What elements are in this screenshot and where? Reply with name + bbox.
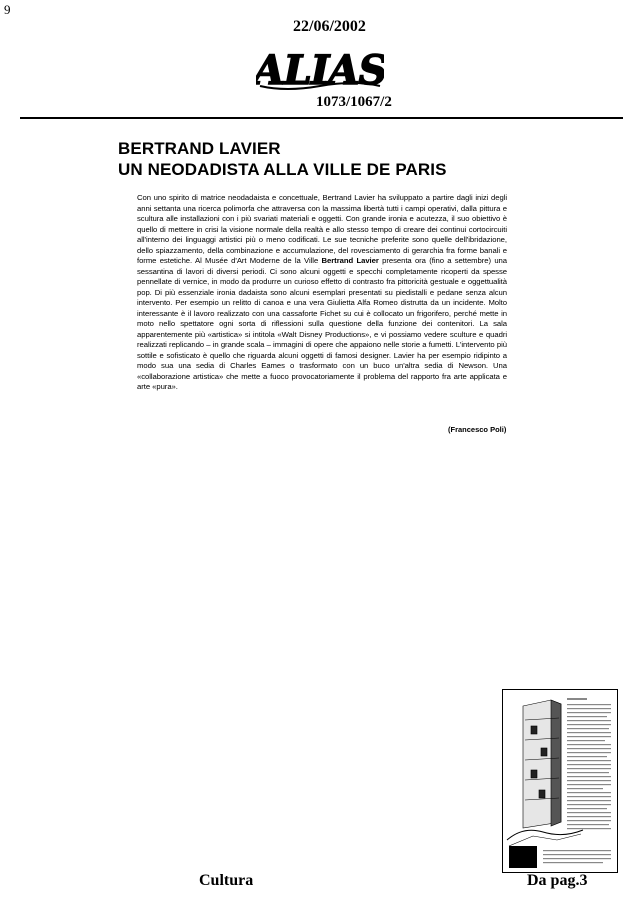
logo-text: ALIAS xyxy=(256,47,384,94)
article-text-part-1: Con uno spirito di matrice neodadaista e concettuale, Bertrand Lavier ha sviluppato a partire dagli inizi degli anni settanta una ricerca polimorfa che attraversa con la massima libertà tutti i campi operativi, dalla pittura e scultura alle installazioni con i più svariati materiali e oggetti. Con grande ironia e acutezza, il suo obiettivo è quello di mettere in crisi la visione normale della realtà e allo stesso tempo di creare dei continui cortocircuiti all'interno dei linguaggi artistici più o meno codificati. Le sue tecniche preferite sono quelle dell'ibridazione, dello spiazzamento, della combinazione e accumulazione, del rovesciamento di gerarchia fra forme banali e forme estetiche. Al Musée d'Art Moderne de la Ville xyxy=(137,193,507,265)
page-thumbnail xyxy=(502,689,618,873)
header-rule xyxy=(20,117,623,119)
section-label: Cultura xyxy=(199,872,254,889)
article-author: (Francesco Poli) xyxy=(448,425,507,434)
page-number: 9 xyxy=(4,2,11,17)
reference-number: 1073/1067/2 xyxy=(316,94,392,110)
headline-line-1: BERTRAND LAVIER xyxy=(118,139,281,158)
page-reference: Da pag.3 xyxy=(527,872,588,889)
artist-name: Bertrand Lavier xyxy=(321,256,379,265)
masthead-logo xyxy=(256,42,384,99)
headline xyxy=(118,138,447,180)
date-label: 22/06/2002 xyxy=(293,18,366,35)
article-body xyxy=(137,193,507,393)
headline-line-2: UN NEODADISTA ALLA VILLE DE PARIS xyxy=(118,160,447,179)
article-text-part-2: presenta ora (fino a settembre) una sessantina di lavori di diversi periodi. Ci sono alcuni oggetti e specchi completamente ricoperti da spesse pennellate di vernice, in modo da produrre un curioso effetto di contrasto fra pittoricità gestuale e oggettualità pop. Di più essenziale ironia dadaista sono alcuni esemplari presentati su piedistalli e pedane senza alcun intervento. Per esempio un relitto di canoa e una vera Giulietta Alfa Romeo distrutta da un incidente. Molto interessante è il lavoro realizzato con una cassaforte Fichet su cui è collocato un frigorifero, perché mette in moto nello spettatore ogni sorta di riflessioni sulla questione della funzione dei contenitori. La sala apparentemente più «artistica» si intitola «Walt Disney Productions», e vi possiamo vedere sculture e quadri realizzati replicando – in grande scala – immagini di opere che appaiono nelle storie a fumetti. L'intervento più sottile e sofisticato è quello che riguarda alcuni oggetti di famosi designer. Lavier ha per esempio ridipinto a modo sua una sedia di Charles Eames o trasformato con un buco un'altra sedia di Newson. Una «collaborazione artistica» che mette a fuoco provocatoriamente il problema del rapporto fra arte applicata e arte «pura». xyxy=(137,256,507,391)
article-paragraph xyxy=(137,193,507,393)
